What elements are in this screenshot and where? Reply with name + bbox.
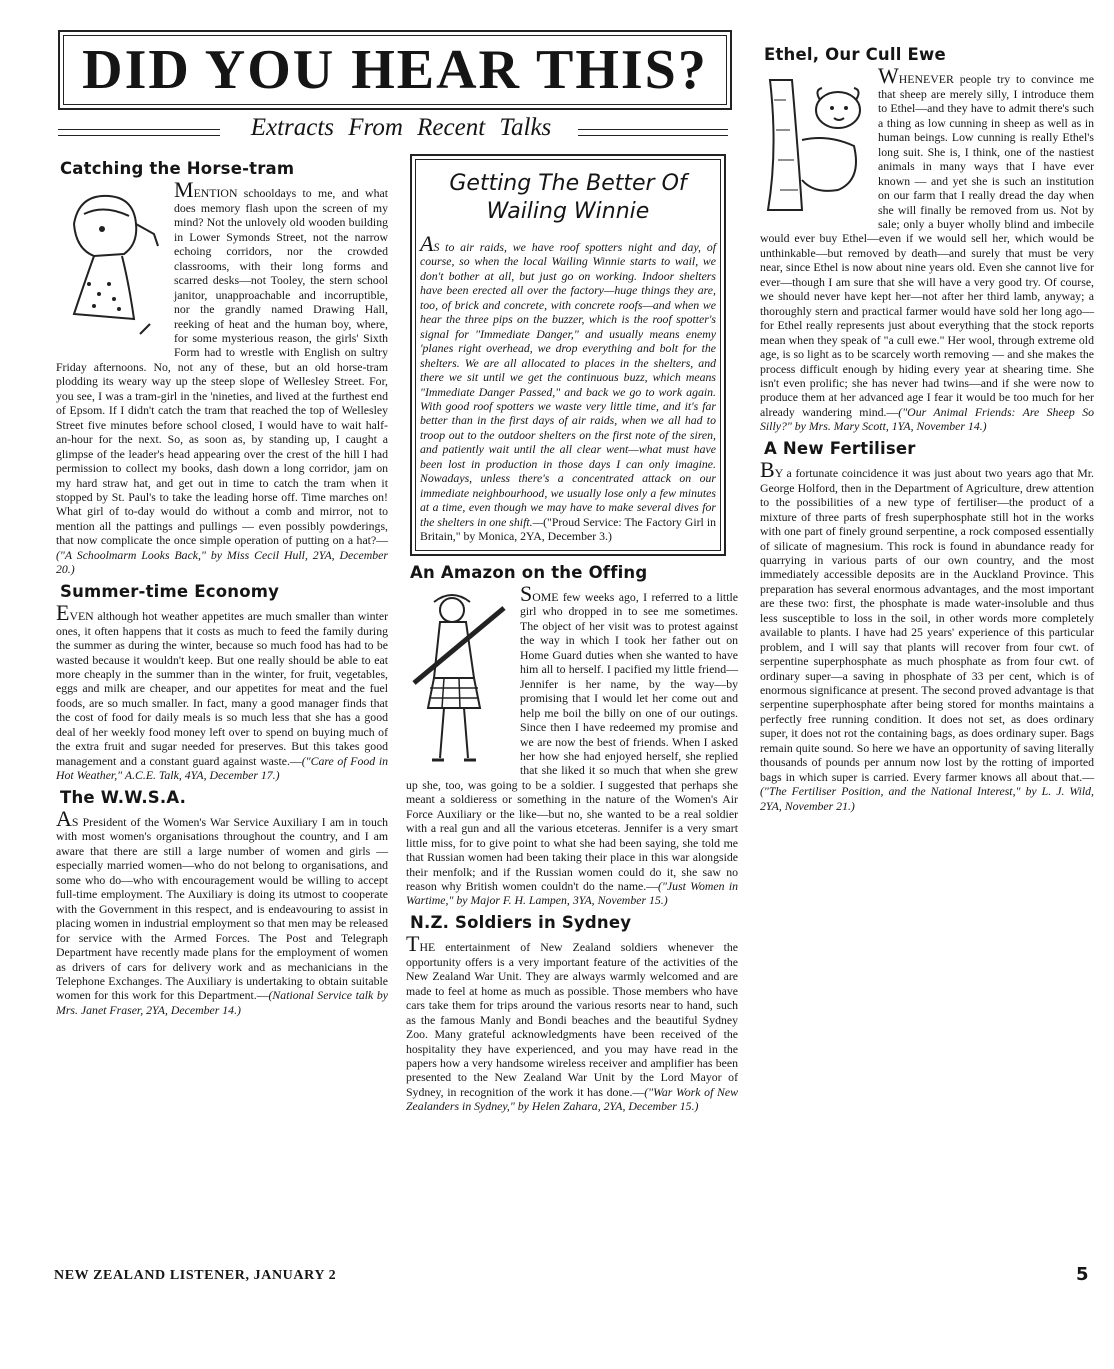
article-text: Y a fortunate coincidence it was just about two years ago that Mr. George Holford, then in the Department of Agriculture, drew attention to the possibilities of a new type of fertiliser—the product of a mixture of three parts of fresh superphosphate still hot in the works with one part of finely ground serpentine, a rock composed essentially of silicate of magnesium. This rock is found in abundance ready for quarrying in various parts of our own country, and the most immediately accessible deposits are in the Auckland Province. This preparation has several enormous advantages, and the most important are these two: first, the phosphate is made water-insoluble and thus less susceptible to loss in the soil, in other words more completely available to plants. I have had 25 years' experience of this particular problem, and I will say that plants will recover from four cwt. of serpentine superphosphate as much phosphate as from four cwt. of ordinary super—a saving in phosphate of 33 per cent, which is of enormous significance at present. The second proved advantage is that serpentine superphosphate after being stored for months maintains a perfectly free running condition. It does not set, as does ordinary super, it does not rot the containing bags, as does ordinary super. Bags remain quite sound. So here we have an opportunity of saving literally thousands of pounds per annum now lost by the rotting of imported bags in which super is carried. Every farmer knows all about that.—	[760, 466, 1094, 784]
heading-ethel: Ethel, Our Cull Ewe	[764, 45, 946, 64]
article-nz-soldiers	[406, 931, 738, 1114]
article-credit: ("A Schoolmarm Looks Back," by Miss Cecil Hull, 2YA, December 20.)	[56, 547, 388, 577]
article-credit: ("War Work of New Zealanders in Sydney," by Helen Zahara, 2YA, December 15.)	[406, 1084, 738, 1114]
article-fertiliser	[760, 457, 1094, 813]
dropcap: S	[520, 580, 533, 606]
dropcap: B	[760, 457, 775, 483]
article-text: VEN although hot weather appetites are much smaller than winter ones, it often happens that it costs as much to feed the family during the summer as during the winter, because so much food has had to be wasted because it wouldn't keep. But one really should be able to eat more cheaply in the summer than in the winter, for fruit, vegetables, eggs and milk are cheaper, and our appetites for meat and the fuel foods, are so much smaller. In fact, many a good manager finds that the cost of food for daily meals is so much less that she has a good deal of her weekly food money left over to spend on buying much of the extra fruit and sugar needed for preserves. But this takes good management and a constant guard against waste.—	[56, 609, 388, 768]
article-credit: ("Proud Service: The Factory Girl in Britain," by Monica, 2YA, December 3.)	[420, 514, 716, 544]
article-text: HENEVER people try to convince me that sheep are merely silly, I introduce them to Ethel—and they have to admit there's such a thing as low cunning in sheep as well as in human beings. Low cunning is really Ethel's long suit. She is, I think, one of the nastiest animals in many ways that I have ever known — and yet she is such an institution on our farm that I really dread the day when she will finally be removed from us. Not by sale; only a buyer wholly blind and imbecile would ever buy Ethel—even if we would sell her, which would be unthinkable—but removed by death—and surely that must be very near, since Ethel is now about nine years old. Even she cannot live for ever—though I am sure that she will have a very good try. Of course, we should never have kept her—not after her third lamb, anyway; a thoroughly stern and practical farmer would have sold her long ago—for Ethel really represents just about everything that the stock reports mean when they speak of "a cull ewe." Her wool, through extreme old age, is so light as to be scarcely worth removing — and she makes the process difficult enough by hiding every year at shearing time. She isn't even prolific; she has never had twins—and if she were now to produce them at her advanced age I fear it would be too much for her already wandering mind.—	[760, 72, 1094, 419]
article-credit: ("The Fertiliser Position, and the National Interest," by L. J. Wild, 2YA, November 21.)	[760, 784, 1094, 813]
article-credit: ("Just Women in Wartime," by Major F. H. Lampen, 3YA, November 15.)	[406, 879, 738, 908]
heading-horse-tram: Catching the Horse-tram	[60, 159, 295, 178]
column-1	[56, 154, 388, 1017]
heading-wailing-winnie: Getting The Better Of Wailing Winnie	[449, 171, 687, 224]
boxed-article-wailing-winnie	[410, 154, 726, 556]
article-credit: ("Care of Food in Hot Weather," A.C.E. Talk, 4YA, December 17.)	[56, 753, 388, 783]
dropcap: A	[56, 806, 72, 832]
page-number: 5	[1076, 1264, 1089, 1285]
dropcap: A	[420, 231, 434, 256]
heading-fertiliser: A New Fertiliser	[764, 438, 916, 458]
heading-wwsa: The W.W.S.A.	[60, 787, 187, 807]
dropcap: M	[174, 177, 194, 203]
dropcap: W	[878, 63, 899, 89]
footer-publication: NEW ZEALAND LISTENER, JANUARY 2	[54, 1268, 337, 1283]
heading-amazon: An Amazon on the Offing	[410, 562, 648, 582]
column-3	[760, 40, 1094, 813]
dropcap: T	[406, 931, 420, 957]
article-wwsa	[56, 806, 389, 1017]
schoolgirl-illustration	[54, 184, 166, 344]
article-text: S President of the Women's War Service Auxiliary I am in touch with most women's organisations throughout the country, and I am aware that there are still a large number of women and girls — especially married women—who do not belong to organisations, and some who do—who with encouragement would be willing to accept full-time employment. The Auxiliary is doing its utmost to cooperate with the Government in this respect, and is endeavouring to assist in placing women in industrial employment so that men may be released for service with the Armed Forces. The Post and Telegraph Department have recently made plans for the employment of women as drivers of cars for delivery work and as mechanicians in the Telephone Exchanges. The Auxiliary is undertaking to obtain suitable women for this work for this Department.—	[56, 815, 388, 1003]
dropcap: E	[56, 600, 70, 626]
page-title: DID YOU HEAR THIS?	[82, 39, 708, 101]
article-credit: ("Our Animal Friends: Are Sheep So Silly?" by Mrs. Mary Scott, 1YA, November 14.)	[760, 404, 1094, 434]
masthead	[58, 30, 732, 110]
article-text: HE entertainment of New Zealand soldiers whenever the opportunity offers is a very important feature of the activities of the New Zealand War Unit. They are always warmly welcomed and are made to feel at home as much as possible. Those members who have cars take them for trips around the various resorts near to hand, such as the famous Manly and Bondi beaches and the beautiful Sydney Zoo. Many grateful acknowledgments have been received of the hospitality they have experienced, and you may have read in the papers how a very handsome wireless receiver and amplifier has been presented to the New Zealand War Unit by the Lord Mayor of Sydney, in recognition of the work it has done.—	[406, 940, 738, 1099]
column-2	[406, 154, 738, 1114]
heading-nz-soldiers: N.Z. Soldiers in Sydney	[410, 912, 632, 932]
article-amazon	[406, 580, 738, 908]
article-horse-tram	[56, 177, 388, 577]
article-text: ENTION schooldays to me, and what does memory flash upon the screen of my mind? Not the unlovely old wooden building in Lower Symonds Street, not the narrow echoing corridors, nor the crowded classrooms, with their long forms and scarred desks—not Tooley, the stern school janitor, unapproachable and incorruptible, nor the grandly named Drawing Hall, reeking of heat and the human boy, where, for some mysterious reason, the girls' Sixth Form had to wrestle with English on sultry Friday afternoons. No, not any of these, but an old horse-tram plodding its weary way up the steep slope of Wellesley Street. For, you see, I was a tram-girl in the 'nineties, and lived at the furthest end of Epsom. If I didn't catch the tram that reached the top of Wellesley Street five minutes before school closed, I would have to wait half-an-hour for the next. So, as soon as, by standing up, I caught a glimpse of the leader's head appearing over the crest of the hill I had permission to collect my books, dash down a long corridor, jam on my hard straw hat, and get out in time to catch the tram when it stopped by St. Paul's to take the leading horse off. Time marches on! What girl of to-day would do without a comb and mirror, not to mention all the pattings and pullings — even possibly powderings, that now complicate the once simple operation of putting on a hat?—	[56, 186, 388, 548]
subtitle-rule-right	[578, 129, 728, 136]
girl-with-rifle-illustration	[404, 588, 512, 768]
article-text: S to air raids, we have roof spotters night and day, of course, so when the local Wailing Winnie starts to wail, we don't bother at all, but just go on working. Indoor shelters have been erected all over the factory—huge things they are, too, of brick and concrete, with concrete roofs—and when we hear the three pips on the buzzer, which is the roof spotter's signal for "Immediate Danger," and usually means enemy 'planes right overhead, we drop everything and bolt for the shelters. We are all allocated to places in the shelters, and there we sit until we get the continuous buzz, which means "Immediate Danger Passed," and back we go to work again. With good roof spotters we waste very little time, and it's far better than in the first days of air raids, when we all had to troop out to the outdoor shelters on the first note of the siren, and patiently wait until the all clear went—what must have been lost in production in those days I can only imagine. Nowadays, unless there's a concentrated attack on our immediate neighbourhood, we usually lose only a few minutes at a time, even though we may have to make several dives for the shelters in one shift.—	[420, 240, 716, 529]
page-subtitle: Extracts From Recent Talks	[250, 114, 552, 141]
article-credit: (National Service talk by Mrs. Janet Fraser, 2YA, December 14.)	[56, 988, 389, 1017]
article-wailing-winnie	[420, 231, 716, 544]
article-text: OME few weeks ago, I referred to a little girl who dropped in to see me sometimes. The object of her visit was to protest against the way in which I took her father out on Home Guard duties when she wanted to have him all to herself. I pacified my little friend—Jennifer is her name, by the way—by promising that I would let her come out and help me boil the billy on one of our outings. Since then I have redeemed my promise and we are now the best of friends. When I asked her how she had enjoyed herself, she replied that she liked it so much that when she grew up she, too, was going to be a soldier. I suggested that perhaps she meant a soldieress or something in the nature of the Women's Air Force Auxiliary or the like—but no, she wanted to be a real soldier with a real gun and all the various etceteras. Jennifer is a very smart little miss, for to give point to what she had been saying, she told me that Russian women had been taking their place in this war alongside their menfolk; and if the Russian women could do it, she saw no reason why British women couldn't do the name.—	[406, 589, 738, 894]
article-ethel	[760, 63, 1094, 434]
heading-summer-economy: Summer-time Economy	[60, 581, 280, 601]
sheep-behind-tree-illustration	[758, 70, 870, 220]
subtitle-rule-left	[58, 129, 220, 136]
subtitle-row	[58, 114, 728, 148]
article-summer-economy	[56, 600, 388, 783]
